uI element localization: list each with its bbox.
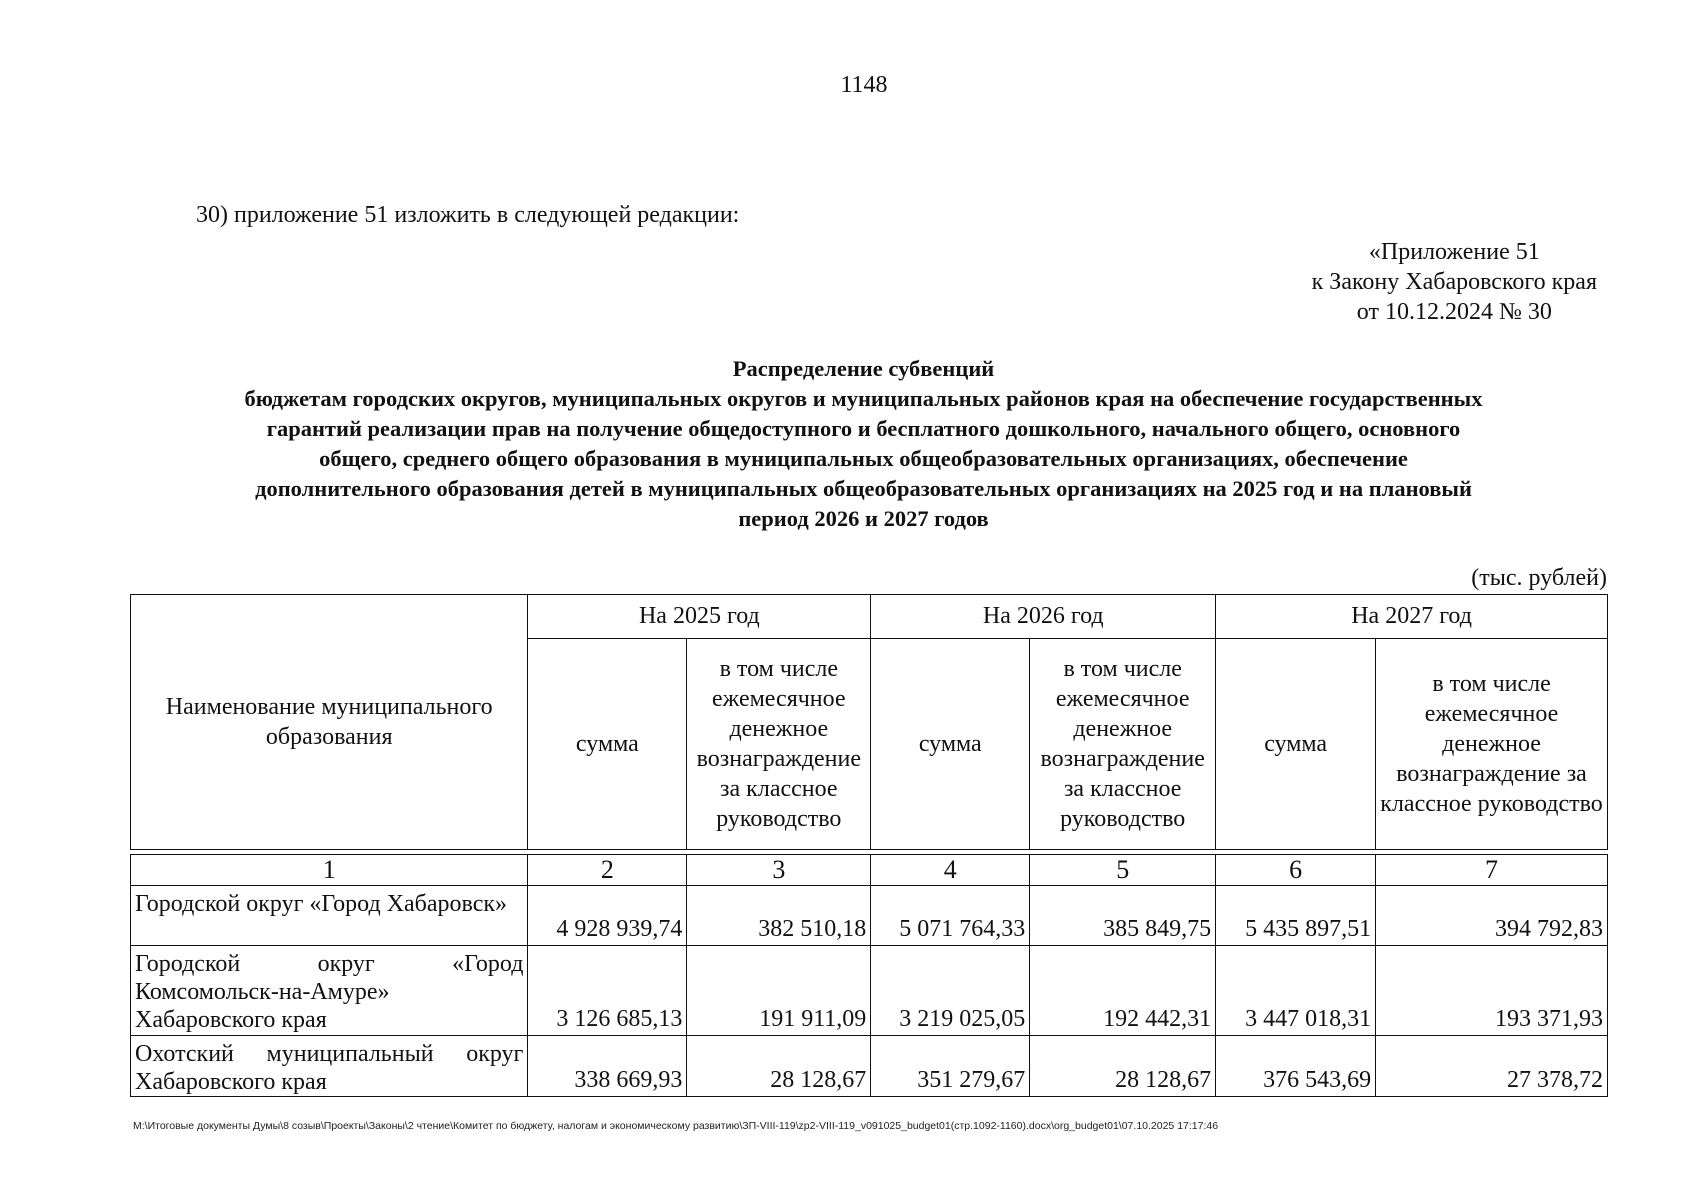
value-cell: 3 219 025,05 <box>871 946 1030 1036</box>
attachment-line: к Закону Хабаровского края <box>1311 269 1597 295</box>
column-number: 1 <box>131 855 528 886</box>
value-cell: 382 510,18 <box>687 886 871 946</box>
title-line: бюджетам городских округов, муниципальных округов и муниципальных районов края на обеспечение государственных <box>244 386 1483 411</box>
title-line: дополнительного образования детей в муниципальных общеобразовательных организациях на 2025 год и на плановый <box>255 476 1472 501</box>
document-title <box>120 354 1607 534</box>
value-cell: 338 669,93 <box>528 1036 687 1097</box>
title-line: период 2026 и 2027 годов <box>738 506 989 531</box>
column-number: 4 <box>871 855 1030 886</box>
value-cell: 28 128,67 <box>1030 1036 1216 1097</box>
municipality-name: Охотский муниципальный округ Хабаровского края <box>131 1036 528 1097</box>
attachment-reference <box>1312 237 1597 327</box>
table-row <box>131 1036 1608 1097</box>
value-cell: 27 378,72 <box>1376 1036 1608 1097</box>
year-header: На 2025 год <box>528 595 871 639</box>
value-cell: 351 279,67 <box>871 1036 1030 1097</box>
value-cell: 4 928 939,74 <box>528 886 687 946</box>
value-cell: 3 126 685,13 <box>528 946 687 1036</box>
intro-text: 30) приложение 51 изложить в следующей редакции: <box>196 202 740 228</box>
column-number: 3 <box>687 855 871 886</box>
table-row <box>131 946 1608 1036</box>
title-line: общего, среднего общего образования в муниципальных общеобразовательных организациях, обеспечение <box>319 446 1408 471</box>
title-line: гарантий реализации прав на получение общедоступного и бесплатного дошкольного, начального общего, основного <box>266 416 1461 441</box>
sum-header: сумма <box>871 639 1030 850</box>
incl-header: в том числе ежемесячное денежное вознаграждение за классное руководство <box>1376 639 1608 850</box>
column-number: 7 <box>1376 855 1608 886</box>
value-cell: 5 071 764,33 <box>871 886 1030 946</box>
value-cell: 193 371,93 <box>1376 946 1608 1036</box>
column-number: 5 <box>1030 855 1216 886</box>
column-number: 2 <box>528 855 687 886</box>
title-line: Распределение субвенций <box>732 356 995 381</box>
value-cell: 5 435 897,51 <box>1216 886 1376 946</box>
sum-header: сумма <box>528 639 687 850</box>
value-cell: 3 447 018,31 <box>1216 946 1376 1036</box>
value-cell: 394 792,83 <box>1376 886 1608 946</box>
incl-header: в том числе ежемесячное денежное вознаграждение за классное руководство <box>687 639 871 850</box>
value-cell: 191 911,09 <box>687 946 871 1036</box>
column-number: 6 <box>1216 855 1376 886</box>
value-cell: 385 849,75 <box>1030 886 1216 946</box>
attachment-line: «Приложение 51 <box>1368 239 1540 265</box>
table-row <box>131 886 1608 946</box>
attachment-line: от 10.12.2024 № 30 <box>1356 299 1552 325</box>
name-header: Наименование муниципального образования <box>131 595 528 850</box>
header-row-years <box>131 595 1608 639</box>
value-cell: 192 442,31 <box>1030 946 1216 1036</box>
column-number-row <box>131 855 1608 886</box>
file-path-footer: M:\Итоговые документы Думы\8 созыв\Проекты\Законы\2 чтение\Комитет по бюджету, налогам и экономическому развитию\ЗП-VIII-119\zp2-VIII-119_v091025_budget01(стр.1092-1160).docx\org_budget01\07.10.2025 17:17:46 <box>133 1120 1219 1132</box>
unit-label: (тыс. рублей) <box>1471 565 1607 591</box>
value-cell: 28 128,67 <box>687 1036 871 1097</box>
year-header: На 2027 год <box>1216 595 1608 639</box>
page-number: 1148 <box>840 72 888 98</box>
year-header: На 2026 год <box>871 595 1216 639</box>
subsidy-table <box>130 594 1608 1097</box>
incl-header: в том числе ежемесячное денежное вознаграждение за классное руководство <box>1030 639 1216 850</box>
sum-header: сумма <box>1216 639 1376 850</box>
municipality-name: Городской округ «Город Хабаровск» <box>131 886 528 946</box>
value-cell: 376 543,69 <box>1216 1036 1376 1097</box>
municipality-name: Городской округ «Город Комсомольск-на-Амуре» Хабаровского края <box>131 946 528 1036</box>
